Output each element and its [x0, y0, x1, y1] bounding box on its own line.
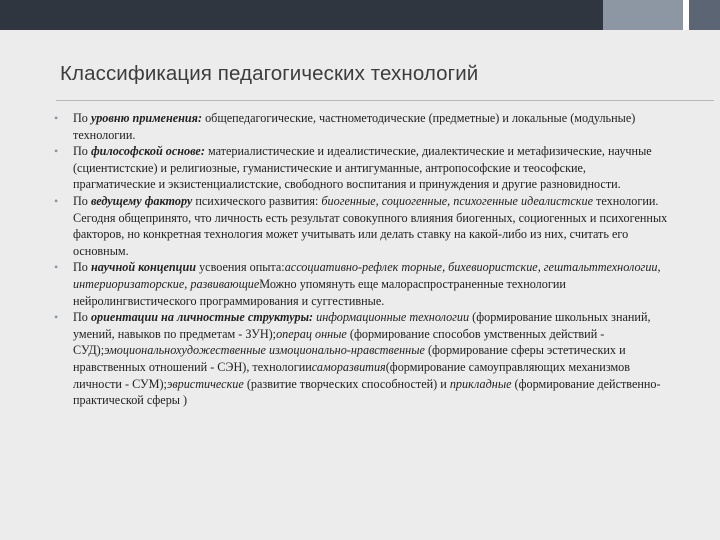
list-item [52, 110, 668, 143]
bullet-icon: • [54, 260, 59, 275]
title-divider [56, 100, 714, 101]
item-text: технологии. Сегодня общепринято, что личность есть результат совокупного влияния биогенных, социогенных и психогенных факторов, но конкретная технология может учитывать или делать ставку на какой-либо из них, считать его основным. [73, 193, 668, 258]
slide-title: Классификация педагогических технологий [60, 62, 479, 85]
item-text: общепедагогические, частнометодические (предметные) и локальные (модульные) технологии. [73, 111, 636, 142]
bullet-icon: • [54, 144, 59, 159]
item-text: усвоения опыта: [196, 260, 285, 275]
bullet-icon: • [54, 193, 59, 208]
item-italic: информационные технологии [313, 310, 470, 325]
item-italic: ассоциативно-рефлек торные, бихевиористские, гештальттехнологии, интериоризаторские, развивающие [73, 260, 661, 291]
item-lead: По [73, 193, 91, 208]
bullet-icon: • [54, 111, 59, 125]
item-italic: оционально-нравственные [287, 343, 425, 358]
item-text: Можно упомянуть еще малораспространенные технологии нейролингвистического программирования и суггестивные. [73, 276, 566, 308]
item-italic: эвристические [166, 376, 244, 391]
item-key: философской основе: [90, 144, 205, 159]
item-italic: саморазвития [311, 359, 386, 374]
item-key: ведущему фактору [90, 193, 193, 208]
top-bar-accent [603, 0, 720, 30]
item-italic: прикладные [449, 376, 512, 391]
item-text: (формирование действенно-практической сферы ) [73, 376, 661, 408]
item-italic: биогенные, социогенные, психогенные идеалистские [321, 193, 593, 208]
accent-block [689, 0, 720, 30]
bullet-icon: • [54, 310, 59, 325]
list-item [52, 259, 668, 309]
item-text: (формирование сферы эстетических и нравственных отношений - СЭН), технологии [73, 343, 626, 374]
item-italic: операц онные [276, 326, 347, 341]
item-italic: эмоциональнохудожественные изм [104, 343, 288, 358]
list-item [52, 193, 668, 259]
item-key: уровню применения: [90, 111, 203, 125]
item-text: (формирование школьных знаний, умений, навыков по предметам - ЗУН); [73, 310, 651, 341]
item-text: (развитие творческих способностей) и [243, 376, 450, 391]
list-item [52, 309, 668, 409]
top-bar [0, 0, 720, 30]
item-text: (формирование самоуправляющих механизмов личности - СУМ); [73, 359, 631, 391]
item-lead: По [73, 260, 91, 275]
list-item [52, 143, 668, 193]
item-lead: По [73, 111, 91, 125]
item-text: (формирование способов умственных действий - СУД); [73, 326, 605, 358]
item-text: материалистические и идеалистические, диалектические и метафизические, научные (сциентистские) и религиозные, гуманистические и антигуманные, антропософские и теософские, прагматические и экзистенциалистские, свободного воспитания и принуждения и другие разновидности. [73, 144, 652, 192]
item-key: ориентации на личностные структуры: [90, 310, 314, 325]
item-lead: По [73, 310, 91, 325]
bullet-list [52, 110, 668, 409]
accent-block [603, 0, 683, 30]
item-lead: По [73, 144, 91, 159]
item-key: научной концепции [90, 260, 197, 275]
item-text: психического развития: [192, 193, 322, 208]
